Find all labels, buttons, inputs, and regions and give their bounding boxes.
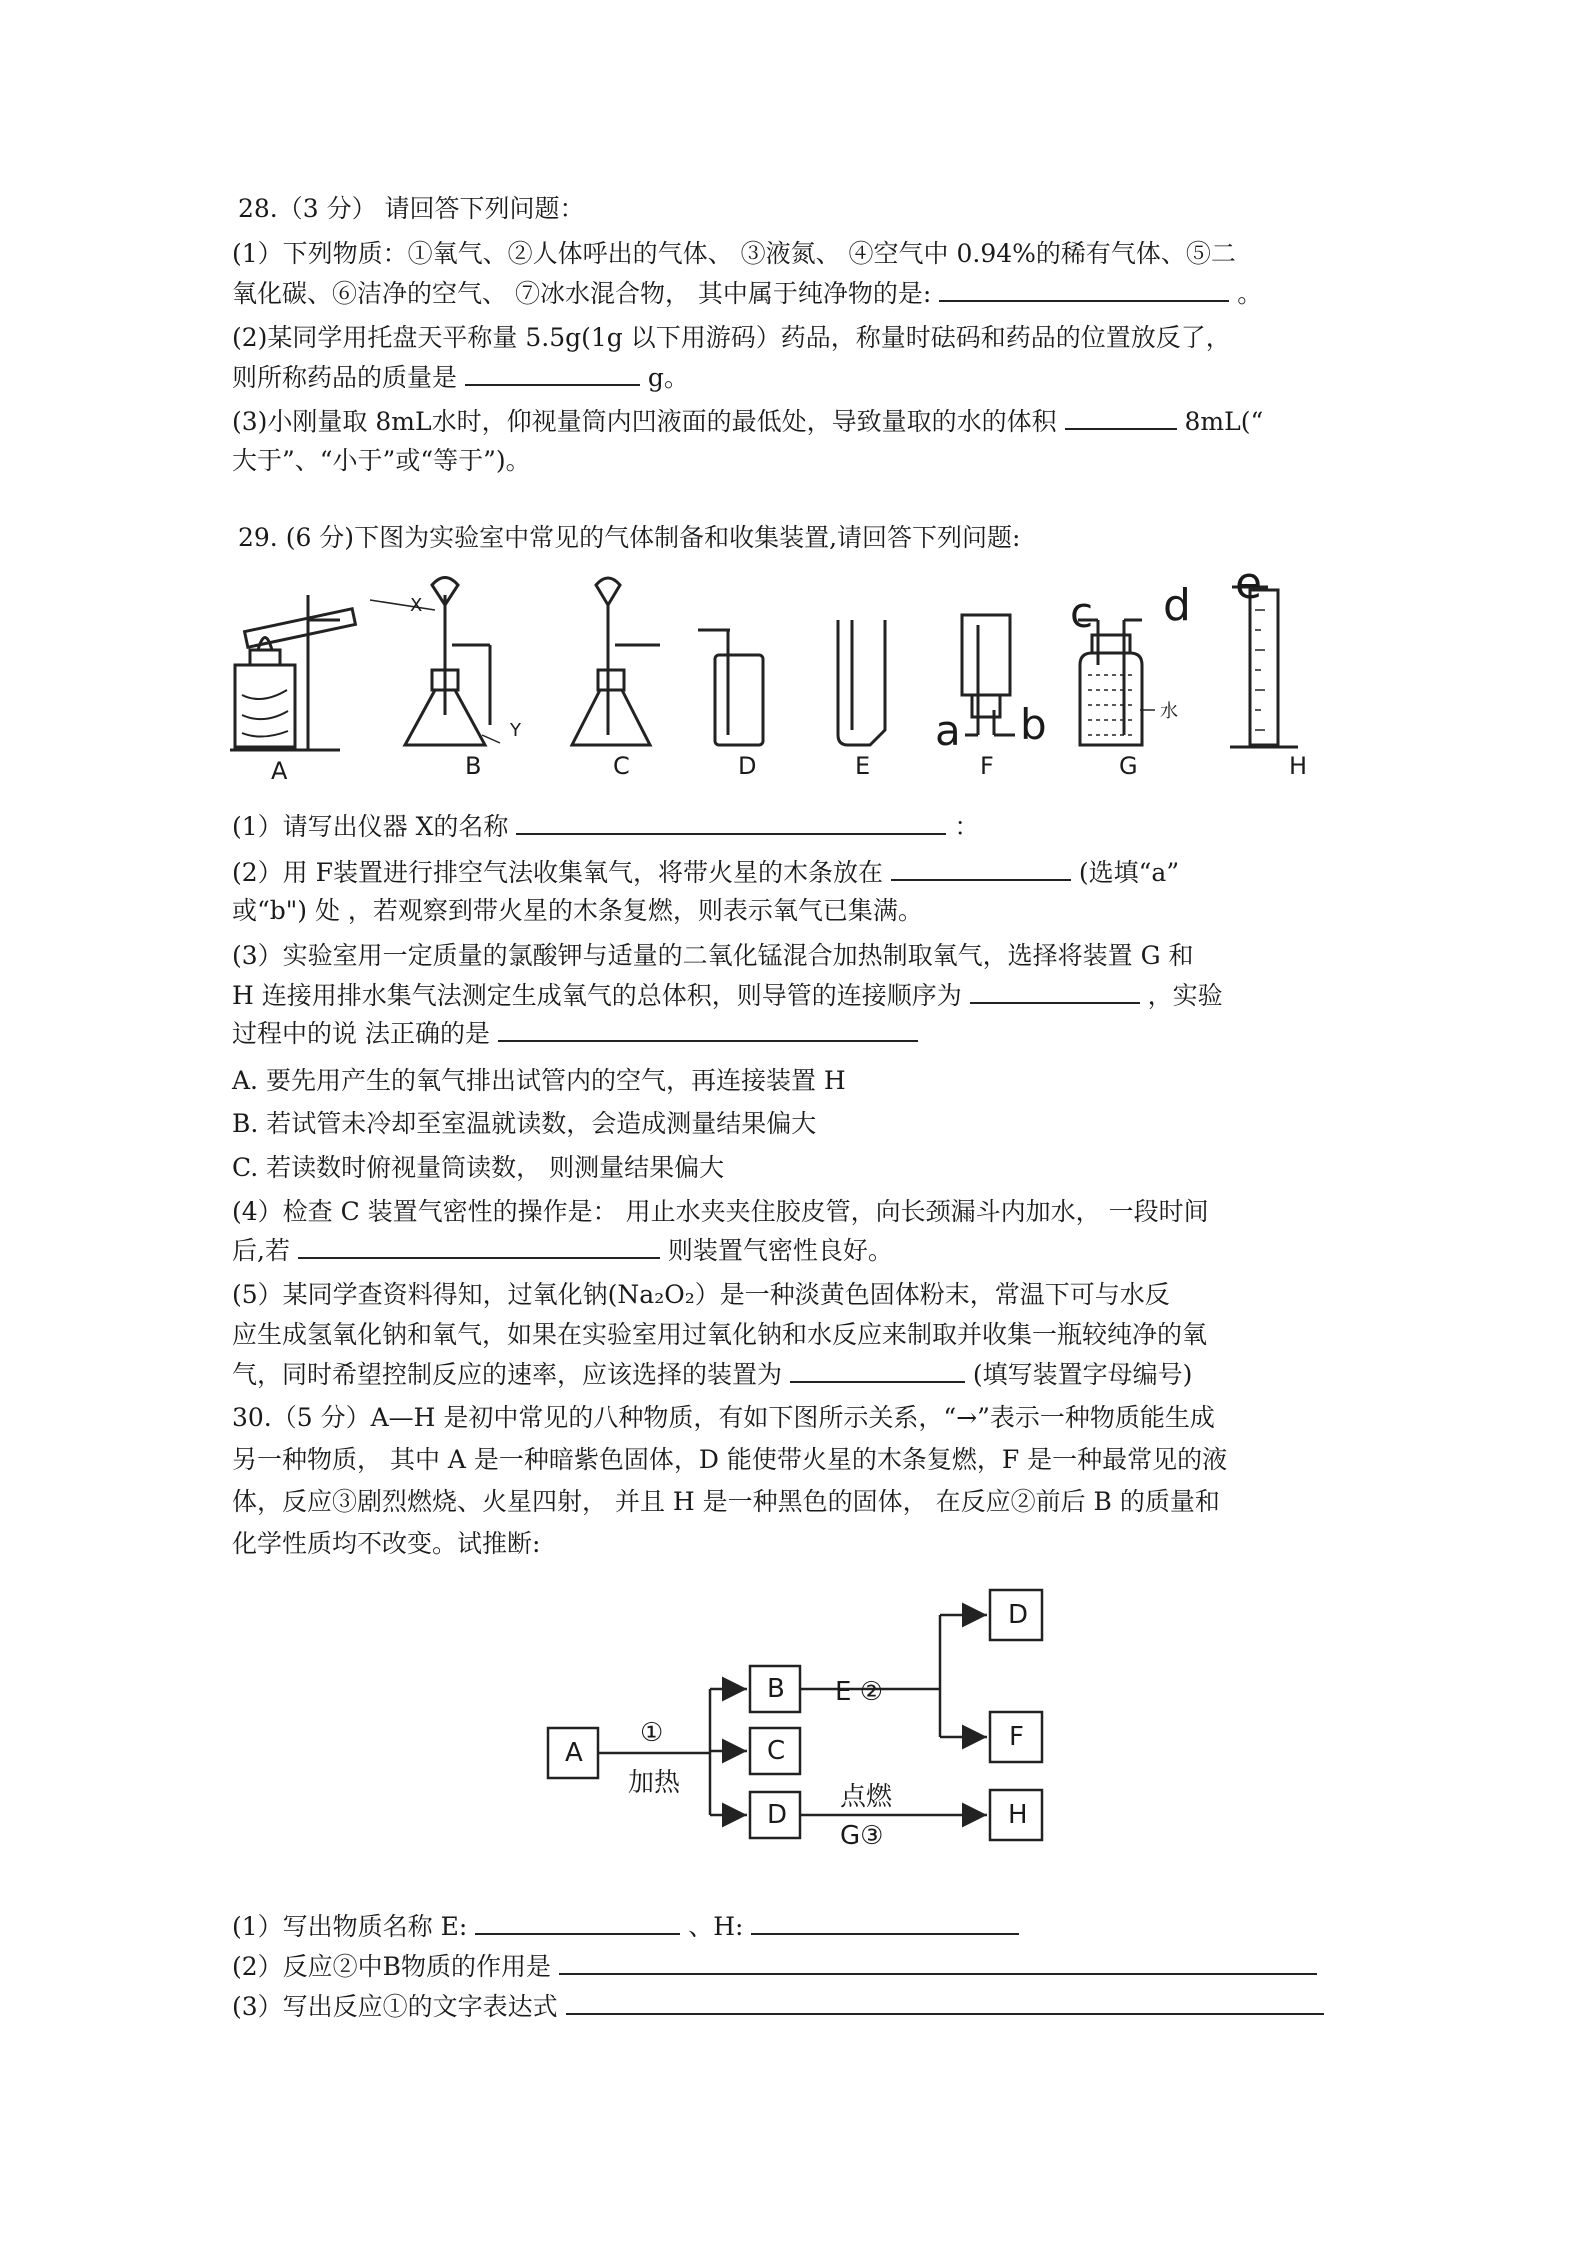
q30-line2: 另一种物质， 其中 A 是一种暗紫色固体，D 能使带火星的木条复燃，F 是一种最常见的液 xyxy=(232,1445,1228,1474)
q30-line4: 化学性质均不改变。试推断: xyxy=(232,1529,541,1558)
q30-part1 xyxy=(232,1907,1019,1947)
q29-part2-text: (2）用 F装置进行排空气法收集氧气，将带火星的木条放在 xyxy=(232,858,883,887)
node-c-label: C xyxy=(767,1736,786,1766)
q30-part2-text: (2）反应②中B物质的作用是 xyxy=(232,1952,552,1981)
q30-part2 xyxy=(232,1947,1317,1987)
apparatus-label-h: H xyxy=(1289,752,1308,780)
q29-part4-line2 xyxy=(232,1231,893,1271)
q29-part4-line1: (4）检查 C 装置气密性的操作是： 用止水夹夹住胶皮管，向长颈漏斗内加水， 一段时间 xyxy=(232,1197,1209,1226)
q29-option-b: B. 若试管未冷却至室温就读数，会造成测量结果偏大 xyxy=(232,1109,817,1138)
q30-line1: 30.（5 分）A—H 是初中常见的八种物质，有如下图所示关系，“→”表示一种物质能生成 xyxy=(232,1403,1215,1432)
apparatus-h-drawing xyxy=(1230,587,1298,747)
q28-part1-line2 xyxy=(232,274,1262,314)
q28-part2-unit: g。 xyxy=(647,363,689,392)
q28-part1-text: 氧化碳、⑥洁净的空气、 ⑦冰水混合物， 其中属于纯净物的是: xyxy=(232,279,932,308)
q29-part1 xyxy=(232,807,979,847)
q30-part3 xyxy=(232,1987,1324,2027)
apparatus-label-d: D xyxy=(738,752,757,780)
apparatus-label-a: A xyxy=(271,757,288,785)
q29-part1-text: (1）请写出仪器 X的名称 xyxy=(232,812,509,841)
apparatus-c-drawing xyxy=(572,578,660,745)
q28-part1-answer-blank[interactable] xyxy=(939,274,1229,302)
q29-part5-line3 xyxy=(232,1355,1192,1395)
apparatus-label-c: C xyxy=(613,752,630,780)
node-d-label: D xyxy=(767,1800,788,1830)
q29-part3-correct-blank[interactable] xyxy=(498,1014,918,1042)
apparatus-label-b-port: b xyxy=(1020,700,1047,749)
q29-part3-text-end: ，实验 xyxy=(1147,981,1223,1010)
apparatus-label-g: G xyxy=(1119,752,1138,780)
apparatus-label-d-port: d xyxy=(1163,580,1191,631)
apparatus-label-f: F xyxy=(980,752,994,780)
reaction2-label: E ② xyxy=(835,1677,884,1707)
q28-part1-line1: (1）下列物质：①氧气、②人体呼出的气体、 ③液氮、 ④空气中 0.94%的稀有气体、⑤二 xyxy=(232,239,1236,268)
apparatus-b-drawing xyxy=(370,578,500,746)
apparatus-label-c-port: c xyxy=(1070,588,1094,637)
q29-part2-line2: 或“b") 处 ，若观察到带火星的木条复燃，则表示氧气已集满。 xyxy=(232,896,923,925)
apparatus-f-drawing xyxy=(962,615,1015,735)
q29-part5-answer-blank[interactable] xyxy=(790,1355,965,1383)
q28-title: 28.（3 分） 请回答下列问题： xyxy=(238,194,585,223)
reaction1-condition: 加热 xyxy=(628,1768,681,1798)
q30-h-answer-blank[interactable] xyxy=(751,1907,1019,1935)
apparatus-d-drawing xyxy=(698,630,763,745)
q29-part5-line1: (5）某同学查资料得知，过氧化钠(Na₂O₂）是一种淡黄色固体粉末，常温下可与水反 xyxy=(232,1280,1170,1309)
q29-part2-choice: (选填“a” xyxy=(1078,858,1180,887)
apparatus-label-e: E xyxy=(855,752,871,780)
node-b-label: B xyxy=(767,1674,785,1704)
apparatus-label-y: Y xyxy=(510,720,521,741)
q29-option-a: A. 要先用产生的氧气排出试管内的空气，再连接装置 H xyxy=(232,1066,846,1095)
apparatus-label-water: 水 xyxy=(1160,701,1178,722)
q29-part3-line1: (3）实验室用一定质量的氯酸钾与适量的二氧化锰混合加热制取氧气，选择将装置 G 和 xyxy=(232,941,1194,970)
q28-part2-line2 xyxy=(232,358,689,398)
q29-part5-text: 气，同时希望控制反应的速率，应该选择的装置为 xyxy=(232,1360,783,1389)
reaction1-number: ① xyxy=(640,1718,664,1748)
q29-part5-line2: 应生成氢氧化钠和氧气，如果在实验室用过氧化钠和水反应来制取并收集一瓶较纯净的氧 xyxy=(232,1320,1208,1349)
q30-e-answer-blank[interactable] xyxy=(475,1907,680,1935)
q28-part3-line2: 大于”、“小于”或“等于”)。 xyxy=(232,446,531,475)
node-h-label: H xyxy=(1008,1800,1028,1830)
q30-part2-answer-blank[interactable] xyxy=(559,1947,1317,1975)
apparatus-label-a-port: a xyxy=(935,706,961,755)
apparatus-label-x: X xyxy=(410,595,423,616)
q29-option-c: C. 若读数时俯视量筒读数， 则测量结果偏大 xyxy=(232,1153,725,1182)
q29-part3-text: H 连接用排水集气法测定生成氧气的总体积，则导管的连接顺序为 xyxy=(232,981,962,1010)
q30-part1-text: (1）写出物质名称 E: xyxy=(232,1912,468,1941)
apparatus-label-e-port: e xyxy=(1235,558,1263,609)
q29-part2-answer-blank[interactable] xyxy=(891,853,1071,881)
apparatus-label-b: B xyxy=(465,752,482,780)
q30-part3-text: (3）写出反应①的文字表达式 xyxy=(232,1992,558,2021)
apparatus-a-drawing xyxy=(230,595,355,750)
q29-part3-line3-text: 过程中的说 法正确的是 xyxy=(232,1019,490,1048)
q28-part3-answer-blank[interactable] xyxy=(1065,402,1177,430)
apparatus-e-drawing xyxy=(838,620,885,745)
q29-part2-line1 xyxy=(232,853,1179,893)
q29-part4-end: 则装置气密性良好。 xyxy=(667,1236,893,1265)
reaction3-condition: 点燃 xyxy=(840,1782,893,1812)
q29-part3-line2 xyxy=(232,976,1223,1016)
q30-line3: 体，反应③剧烈燃烧、火星四射， 并且 H 是一种黑色的固体， 在反应②前后 B 的质量和 xyxy=(232,1487,1220,1516)
q29-part4-answer-blank[interactable] xyxy=(298,1231,660,1259)
q28-part2-answer-blank[interactable] xyxy=(465,358,640,386)
q28-part1-end: 。 xyxy=(1237,279,1263,308)
q29-part3-line3 xyxy=(232,1014,918,1054)
q29-part1-end: ： xyxy=(954,812,980,841)
apparatus-g-drawing xyxy=(1078,620,1155,745)
q28-part3-line1 xyxy=(232,402,1263,442)
q29-part1-answer-blank[interactable] xyxy=(516,807,946,835)
q29-title: 29. (6 分)下图为实验室中常见的气体制备和收集装置,请回答下列问题: xyxy=(238,523,1021,552)
reaction3-label: G③ xyxy=(840,1821,884,1851)
q29-part3-order-blank[interactable] xyxy=(970,976,1140,1004)
q30-part3-answer-blank[interactable] xyxy=(566,1987,1324,2015)
node-f-label: F xyxy=(1009,1722,1024,1752)
node-d2-label: D xyxy=(1008,1600,1029,1630)
q29-part5-end: (填写装置字母编号) xyxy=(972,1360,1193,1389)
q28-part3-text: (3)小刚量取 8mL水时，仰视量筒内凹液面的最低处，导致量取的水的体积 xyxy=(232,407,1057,436)
q28-part2-line1: (2)某同学用托盘天平称量 5.5g(1g 以下用游码）药品，称量时砝码和药品的位置放反了， xyxy=(232,323,1231,352)
q28-part3-unit: 8mL(“ xyxy=(1184,407,1264,436)
q30-part1-h-label: 、H: xyxy=(688,1912,744,1941)
q28-part2-text: 则所称药品的质量是 xyxy=(232,363,458,392)
q29-part4-text: 后,若 xyxy=(232,1236,290,1265)
node-a-label: A xyxy=(565,1738,583,1768)
